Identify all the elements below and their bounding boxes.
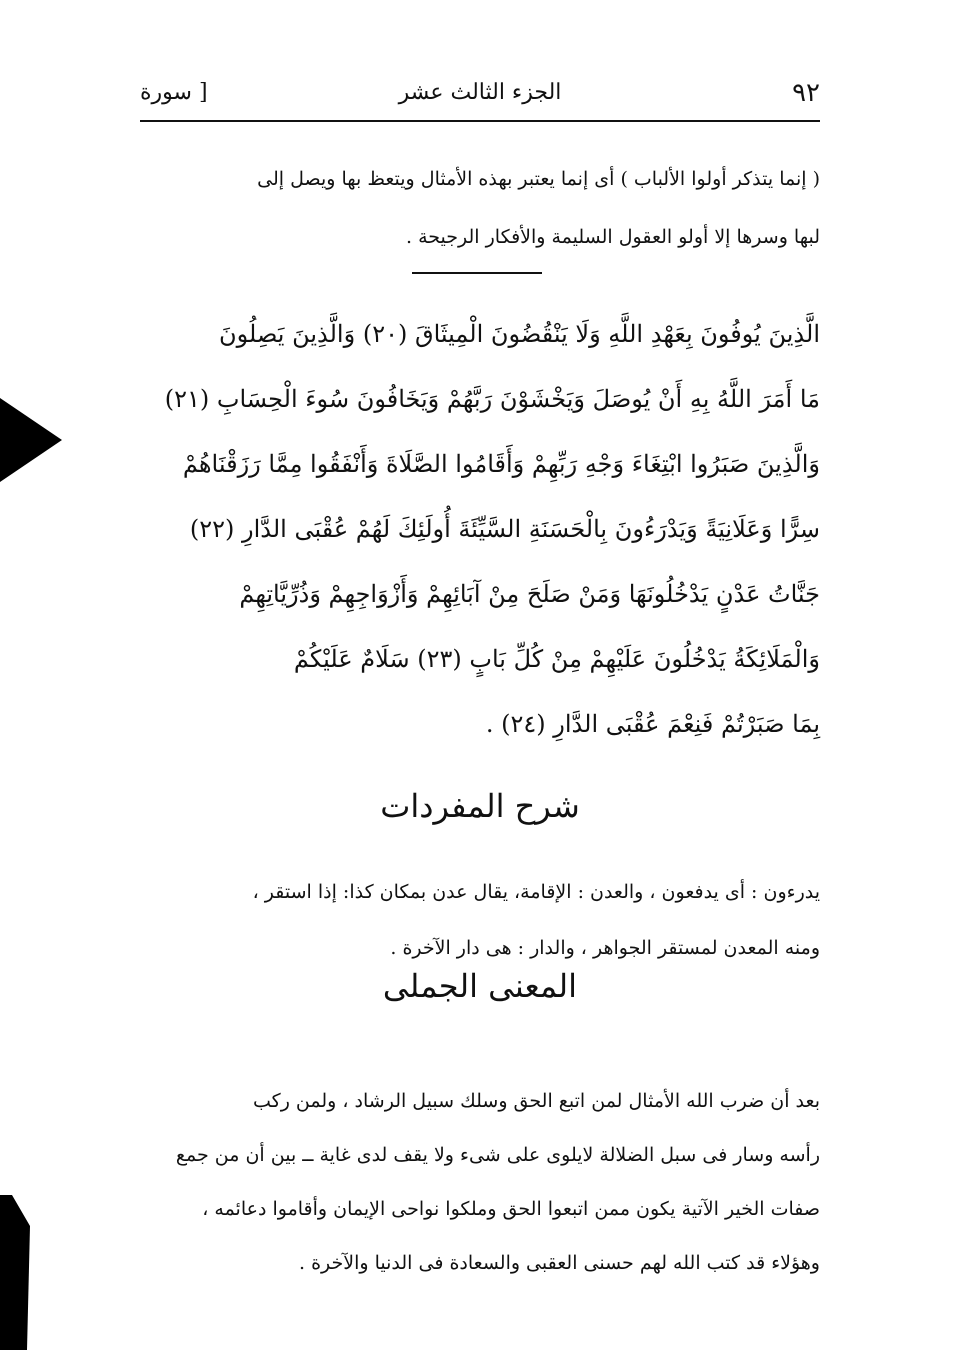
vocab-paragraph (140, 864, 820, 976)
page-header (140, 78, 820, 118)
verses-block (140, 302, 820, 757)
running-title: الجزء الثالث عشر (398, 80, 562, 105)
verse-line: بِمَا صَبَرْتُمْ فَنِعْمَ عُقْبَى الدَّارِ (٢٤) . (485, 710, 820, 738)
section-divider (412, 272, 542, 274)
verse-line: وَالْمَلَائِكَةُ يَدْخُلُونَ عَلَيْهِمْ مِنْ كُلِّ بَابٍ (٢٣) سَلَامٌ عَلَيْكُمْ (293, 645, 820, 673)
verse-line: وَالَّذِينَ صَبَرُوا ابْتِغَاءَ وَجْهِ رَبِّهِمْ وَأَقَامُوا الصَّلَاةَ وَأَنْفَقُوا مِمَّا رَزَقْنَاهُمْ (182, 450, 820, 478)
vocab-heading: شرح المفردات (380, 787, 580, 825)
verse-line: الَّذِينَ يُوفُونَ بِعَهْدِ اللَّهِ وَلَا يَنْقُضُونَ الْمِيثَاقَ (٢٠) وَالَّذِينَ يَصِلُونَ (218, 320, 820, 348)
intro-line: ( إنما يتذكر أولوا الألباب ) أى إنما يعتبر بهذه الأمثال ويتعظ بها ويصل إلى (257, 168, 820, 190)
verse-line: جَنَّاتُ عَدْنٍ يَدْخُلُونَهَا وَمَنْ صَلَحَ مِنْ آبَائِهِمْ وَأَزْوَاجِهِمْ وَذُرِّيَّاتِهِمْ (239, 580, 820, 608)
verse-line: سِرًّا وَعَلَانِيَةً وَيَدْرَءُونَ بِالْحَسَنَةِ السَّيِّئَةَ أُولَئِكَ لَهُمْ عُقْبَى الدَّارِ (٢٢) (189, 515, 820, 543)
vocab-line: يدرءون : أى يدفعون ، والعدن : الإقامة، يقال عدن بمكان كذا: إذا استقر ، (252, 881, 820, 903)
meaning-line: صفات الخير الآتية يكون ممن اتبعوا الحق وملكوا نواحى الإيمان وأقاموا دعائمه ، (202, 1198, 820, 1220)
meaning-line: وهؤلاء قد كتب الله لهم حسنى العقبى والسعادة فى الدنيا والآخرة . (299, 1252, 820, 1274)
intro-line: لبها وسرها إلا أولو العقول السليمة والأفكار الرجيحة . (406, 226, 820, 248)
header-rule (140, 120, 820, 122)
scan-binding-shadow (0, 1195, 30, 1350)
meaning-line: رأسه وسار فى سبل الضلالة لايلوى على شىء ولا يقف لدى غاية ــ بين أن من جمع (175, 1144, 820, 1166)
meaning-line: بعد أن ضرب الله الأمثال لمن اتبع الحق وسلك سبيل الرشاد ، ولمن ركب (253, 1090, 820, 1112)
intro-paragraph (140, 150, 820, 266)
meaning-heading: المعنى الجملى (382, 967, 578, 1005)
vocab-line: ومنه المعدن لمستقر الجواهر ، والدار : هى دار الآخرة . (390, 937, 820, 959)
verse-line: مَا أَمَرَ اللَّهُ بِهِ أَنْ يُوصَلَ وَيَخْشَوْنَ رَبَّهُمْ وَيَخَافُونَ سُوءَ الْحِسَابِ (٢١) (164, 385, 820, 413)
meaning-paragraph (140, 1074, 820, 1290)
page-number: ٩٢ (792, 78, 820, 108)
scan-margin-mark (0, 398, 62, 482)
surah-label: [ سورة (140, 80, 208, 105)
